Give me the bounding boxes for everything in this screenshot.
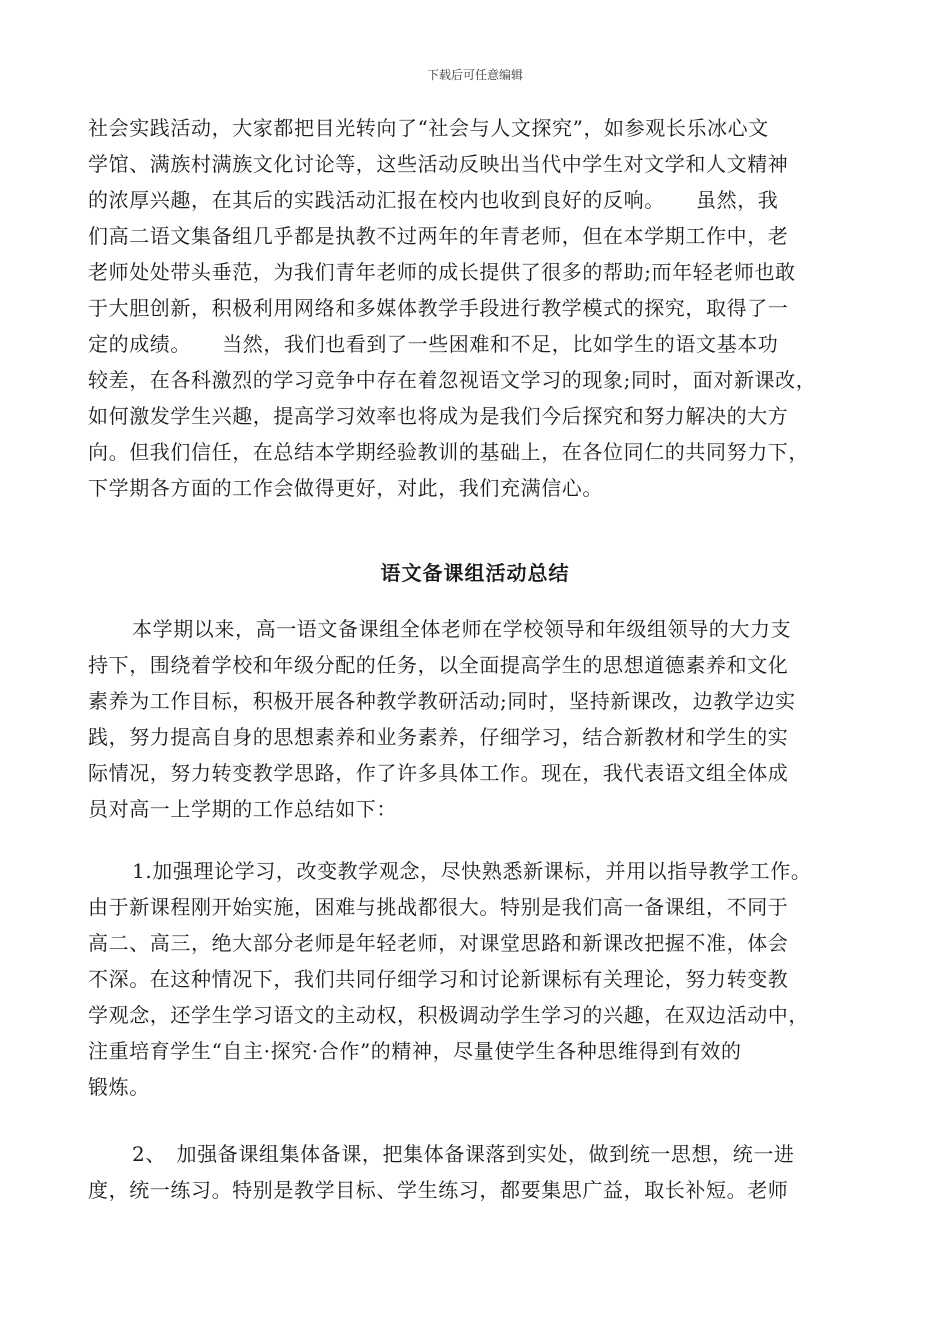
item-2-paragraph [88, 1136, 878, 1208]
paragraph-line: 不深。在这种情况下，我们共同仔细学习和讨论新课标有关理论，努力转变教 [88, 967, 789, 991]
paragraph-line: 度，统一练习。特别是教学目标、学生练习，都要集思广益，取长补短。老师 [88, 1178, 789, 1202]
paragraph-line: 较差，在各科激烈的学习竞争中存在着忽视语文学习的现象;同时，面对新课改， [88, 368, 817, 392]
paragraph-line: 老师处处带头垂范，为我们青年老师的成长提供了很多的帮助;而年轻老师也敢 [88, 260, 796, 284]
section-title: 语文备课组活动总结 [380, 561, 570, 585]
paragraph-line: 学馆、满族村满族文化讨论等，这些活动反映出当代中学生对文学和人文精神 [88, 152, 789, 176]
paragraph-line: 际情况，努力转变教学思路，作了许多具体工作。现在，我代表语文组全体成 [88, 761, 789, 785]
intro-paragraph [88, 611, 878, 827]
continued-paragraph [88, 110, 878, 506]
paragraph-line: 本学期以来，高一语文备课组全体老师在学校领导和年级组领导的大力支 [132, 617, 792, 641]
paragraph-line: 于大胆创新，积极利用网络和多媒体教学手段进行教学模式的探究，取得了一 [88, 296, 789, 320]
paragraph-line: 员对高一上学期的工作总结如下： [88, 797, 397, 821]
paragraph-line: 社会实践活动，大家都把目光转向了“社会与人文探究”，如参观长乐冰心文 [88, 116, 769, 140]
paragraph-line: 由于新课程刚开始实施，困难与挑战都很大。特别是我们高一备课组，不同于 [88, 895, 789, 919]
paragraph-line: 素养为工作目标，积极开展各种教学教研活动;同时，坚持新课改，边教学边实 [88, 689, 796, 713]
paragraph-line: 学观念，还学生学习语文的主动权，积极调动学生学习的兴趣，在双边活动中， [88, 1003, 809, 1027]
paragraph-line: 向。但我们信任，在总结本学期经验教训的基础上，在各位同仁的共同努力下， [88, 440, 809, 464]
paragraph-line: 锻炼。 [88, 1075, 150, 1099]
page-header-note: 下载后可任意编辑 [426, 68, 523, 82]
paragraph-line: 践，努力提高自身的思想素养和业务素养，仔细学习，结合新教材和学生的实 [88, 725, 789, 749]
paragraph-line: 1.加强理论学习，改变教学观念，尽快熟悉新课标，并用以指导教学工作。 [132, 859, 812, 883]
paragraph-line: 们高二语文集备组几乎都是执教不过两年的年青老师，但在本学期工作中，老 [88, 224, 789, 248]
item-1-paragraph [88, 853, 878, 1105]
paragraph-line: 的浓厚兴趣，在其后的实践活动汇报在校内也收到良好的反响。 虽然，我 [88, 188, 779, 212]
paragraph-line: 定的成绩。 当然，我们也看到了一些困难和不足，比如学生的语文基本功 [88, 332, 779, 356]
paragraph-line: 持下，围绕着学校和年级分配的任务，以全面提高学生的思想道德素养和文化 [88, 653, 789, 677]
paragraph-line: 下学期各方面的工作会做得更好，对此，我们充满信心。 [88, 476, 603, 500]
paragraph-line: 如何激发学生兴趣，提高学习效率也将成为是我们今后探究和努力解决的大方 [88, 404, 789, 428]
paragraph-line: 注重培育学生“自主·探究·合作”的精神，尽量使学生各种思维得到有效的 [88, 1039, 742, 1063]
paragraph-line: 2、 加强备课组集体备课，把集体备课落到实处，做到统一思想，统一进 [132, 1142, 795, 1166]
paragraph-line: 高二、高三，绝大部分老师是年轻老师，对课堂思路和新课改把握不准，体会 [88, 931, 789, 955]
